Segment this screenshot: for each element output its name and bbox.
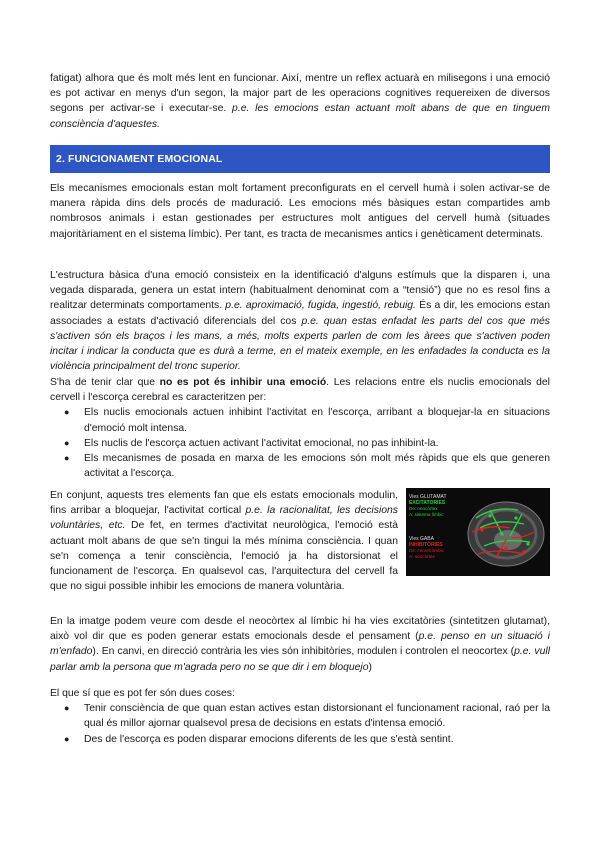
p4-italic-b: p.e. la racionalitat, les decisions voluntàries, etc. bbox=[50, 505, 399, 532]
figure-label-2: EXCITATORIES bbox=[409, 500, 446, 506]
intro-italic: p.e. les emocions estan actuant molt abans de que en tinguem consciència d'aquestes. bbox=[50, 103, 550, 130]
figure-label-7: De: cervell límbic bbox=[409, 548, 444, 553]
p2-text-a: L'estructura bàsica d'una emoció consisteix en la identificació d'alguns estímuls que la disparen i, una vegada disparada, genera un estat intern (habitualment denominat com a “tensió”) que no es resol fins a realitzar determinats comportaments. bbox=[50, 270, 550, 312]
list-item-text: Els nuclis emocionals actuen inhibint l'activitat en l'escorça, arribant a bloquejar-la en situacions d'emoció molt intensa. bbox=[84, 407, 550, 434]
figure-label-1: Vies GLUTAMAT bbox=[409, 494, 447, 500]
p2-italic-d: p.e. quan estas enfadat les parts del cos que més s'activen són els braços i les mans, a més, molts experts parlen de com les àrees que s'activen poden incitar i indicar la conducta que es durà a terme, en el mateix exemple, en les enfadades la conducta es la violència principalment del tronc superior. bbox=[50, 315, 550, 373]
relations-list bbox=[50, 405, 550, 481]
bullet-icon: ● bbox=[64, 703, 70, 714]
bullet-icon: ● bbox=[64, 733, 70, 744]
p2-text-c: És a dir, les emocions estan associades a estats d'activació diferencials del cos bbox=[50, 300, 550, 327]
list-item-text: Els mecanismes de posada en marxa de les emocions són molt més ràpids que els que generen activitat a l'escorça. bbox=[84, 453, 550, 480]
list-item-text: Des de l'escorça es poden disparar emocions diferents de les que s'està sentint. bbox=[84, 733, 454, 745]
list-item bbox=[50, 701, 550, 731]
paragraph-structure bbox=[50, 268, 550, 374]
bullet-icon: ● bbox=[64, 453, 70, 464]
intro-paragraph bbox=[50, 71, 550, 132]
list-item bbox=[50, 732, 550, 747]
p4-text-a: En conjunt, aquests tres elements fan que els estats emocionals modulin, fins arribar a bloquejar, l'activitat cortical bbox=[50, 490, 398, 517]
list-item bbox=[50, 451, 550, 481]
p3-intro bbox=[50, 375, 550, 405]
figure-label-8: A: neocòrtex bbox=[409, 554, 435, 559]
paragraph-mechanisms: Els mecanismes emocionals estan molt fortament preconfigurats en el cervell humà i solen activar-se de manera ràpida dins dels procés de maduració. Les emocions més bàsiques estan compartides amb nombrosos animals i estan gestionades per estructures molt antigues del cervell humà (situades majoritàriament en el sistema límbic). Per tant, es tracta de mecanismes antics i genèticament determinats. bbox=[50, 183, 550, 240]
figure-label-6: INHIBITÒRIES bbox=[409, 542, 443, 548]
figure-label-4: A: sistema límbic bbox=[409, 512, 444, 517]
p5-text-e: ) bbox=[368, 661, 372, 673]
paragraph-conjunt bbox=[50, 488, 398, 594]
paragraph-relations bbox=[50, 375, 550, 481]
list-item-text: Tenir consciència de que quan estan actives estan distorsionant el funcionament racional, raó per la qual és millor ajornar qualsevol presa de decisions en estats d'intensa emoció. bbox=[84, 703, 550, 730]
list-item-text: Els nuclis de l'escorça actuen activant l'activitat emocional, no pas inhibint-la. bbox=[84, 437, 439, 449]
p4-text-c: De fet, en termes d'activitat neurològica, l'emoció està actuant molt abans de que se'n tingui la més mínima consciència. I quan se'n comença a tenir consciència, l'emoció ja ha distorsionat el funcionament de l'escorça. En qualsevol cas, l'arquitectura del cervell fa que no sigui possible inhibir les emocions de manera voluntària. bbox=[50, 520, 398, 593]
p3-text-a: S'ha de tenir clar que bbox=[50, 377, 160, 388]
p5-italic-b: p.e. penso en un situació i m'enfado bbox=[50, 631, 550, 658]
list-item bbox=[50, 405, 550, 435]
intro-text: fatigat) alhora que és molt més lent en funcionar. Així, mentre un reflex actuarà en milisegons i una emoció es pot activar en menys d'un segon, la major part de les operacions cognitives requereixen de diversos segons per activar-se i executar-se. bbox=[50, 73, 550, 115]
actions-list bbox=[50, 701, 550, 747]
figure-label-5: Vies GABA bbox=[409, 536, 434, 542]
bullet-icon: ● bbox=[64, 437, 70, 448]
p3-text-c: . Les relacions entre els nuclis emocionals del cervell i l'escorça cerebral es caracteritzen per: bbox=[50, 377, 550, 404]
brain-illustration bbox=[406, 488, 550, 576]
p2-italic-b: p.e. aproximació, fugida, ingestió, rebuig. bbox=[225, 300, 416, 312]
p6-intro: El que sí que es pot fer són dues coses: bbox=[50, 688, 235, 699]
p5-text-c: ). En canvi, en direcció contrària les vies són inhibitòries, modulen i controlen el neocortex ( bbox=[92, 646, 515, 658]
paragraph-what-can-be-done bbox=[50, 686, 550, 747]
p5-text-a: En la imatge podem veure com desde el neocòrtex al límbic hi ha vies excitatòries (sintetitzen glutamat), això vol dir que es poden generar estats emocionals desde el pensament ( bbox=[50, 616, 550, 643]
bullet-icon: ● bbox=[64, 407, 70, 418]
list-item bbox=[50, 436, 550, 451]
paragraph-image-explanation bbox=[50, 614, 550, 675]
p3-bold: no es pot és inhibir una emoció bbox=[159, 377, 327, 388]
p5-italic-d: p.e. vull parlar amb la persona que m'agrada pero no se que dir i em bloquejo bbox=[50, 646, 551, 673]
section-header: 2. FUNCIONAMENT EMOCIONAL bbox=[50, 145, 550, 173]
brain-pathways-figure bbox=[406, 488, 550, 576]
figure-label-3: De: neocòrtex bbox=[409, 506, 438, 511]
